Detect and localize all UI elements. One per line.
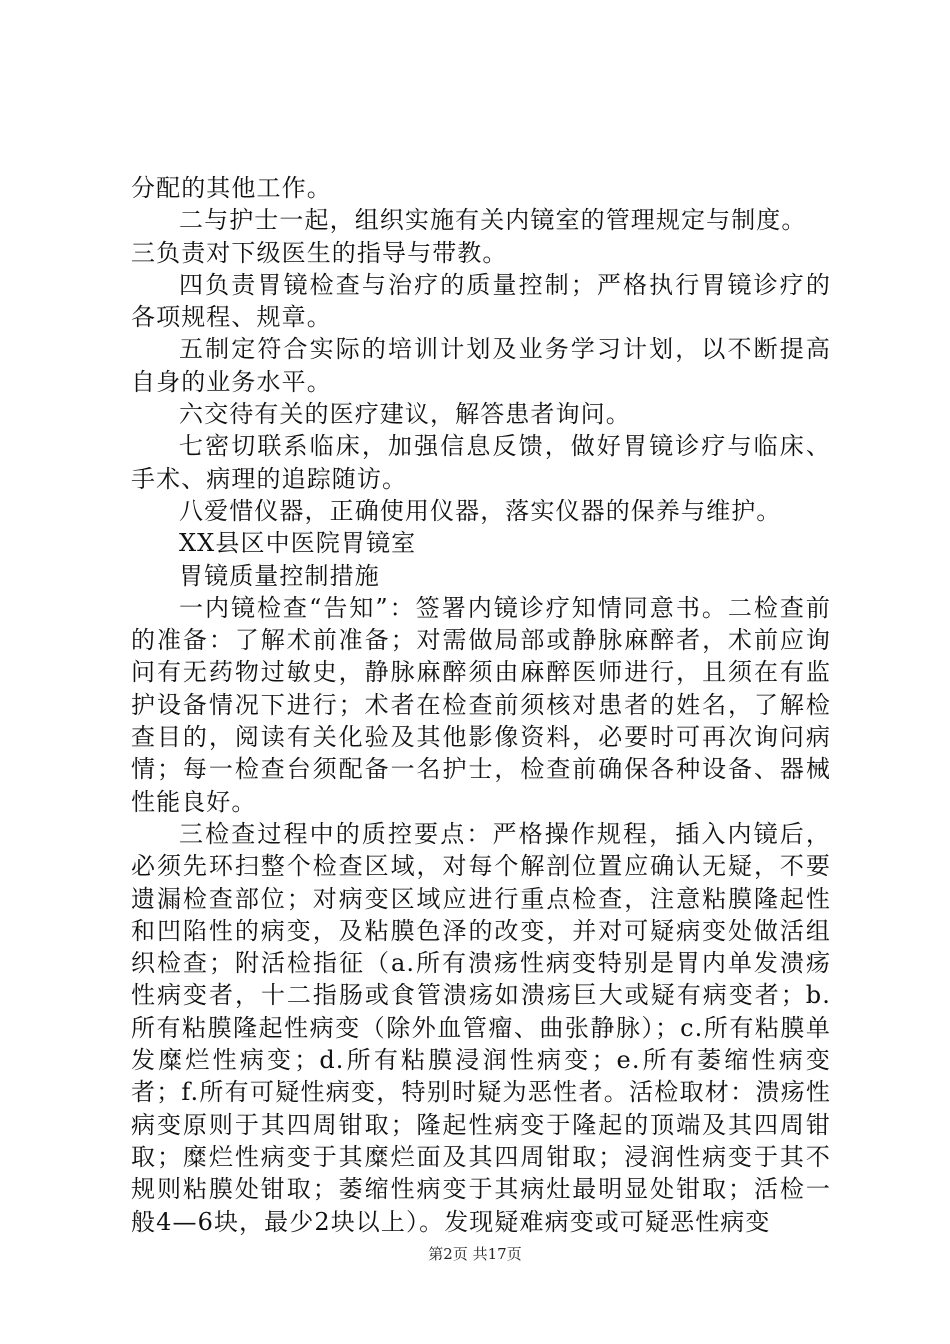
organization-name: XX县区中医院胃镜室 [179, 529, 417, 558]
paragraph: 二与护士一起，组织实施有关内镜室的管理规定与制度。 [179, 206, 807, 235]
page-number-footer: 第2页 共17页 [428, 1245, 522, 1263]
paragraph: 一内镜检查“告知”：签署内镜诊疗知情同意书。二检查前的准备：了解术前准备；对需做局部或静脉麻醉者，术前应询问有无药物过敏史，静脉麻醉须由麻醉医师进行，且须在有监护设备情况下进行；术者在检查前须核对患者的姓名，了解检查目的，阅读有关化验及其他影像资料，必要时可再次询问病情；每一检查台须配备一名护士，检查前确保各种设备、器械性能良好。 [131, 593, 831, 816]
paragraph: 八爱惜仪器，正确使用仪器，落实仪器的保养与维护。 [179, 496, 782, 525]
paragraph: 三负责对下级医生的指导与带教。 [131, 238, 508, 267]
paragraph: 七密切联系临床，加强信息反馈，做好胃镜诊疗与临床、手术、病理的追踪随访。 [131, 432, 831, 493]
paragraph: 五制定符合实际的培训计划及业务学习计划，以不断提高自身的业务水平。 [131, 335, 831, 396]
paragraph: 六交待有关的医疗建议，解答患者询问。 [179, 400, 631, 429]
paragraph: 四负责胃镜检查与治疗的质量控制；严格执行胃镜诊疗的各项规程、规章。 [131, 270, 831, 332]
paragraph: 三检查过程中的质控要点：严格操作规程，插入内镜后，必须先环扫整个检查区域，对每个解剖位置应确认无疑，不要遗漏检查部位；对病变区域应进行重点检查，注意粘膜隆起性和凹陷性的病变，及粘膜色泽的改变，并对可疑病变处做活组织检查；附活检指征（a.所有溃疡性病变特别是胃内单发溃疡性病变者，十二指肠或食管溃疡如溃疡巨大或疑有病变者；b.所有粘膜隆起性病变（除外血管瘤、曲张静脉）；c.所有粘膜单发糜烂性病变；d.所有粘膜浸润性病变；e.所有萎缩性病变者；f.所有可疑性病变，特别时疑为恶性者。活检取材：溃疡性病变原则于其四周钳取；隆起性病变于隆起的顶端及其四周钳取；糜烂性病变于其糜烂面及其四周钳取；浸润性病变于其不规则粘膜处钳取；萎缩性病变于其病灶最明显处钳取；活检一般4—6块，最少2块以上）。发现疑难病变或可疑恶性病变 [131, 819, 831, 1236]
section-heading: 胃镜质量控制措施 [179, 561, 380, 590]
document-body [131, 172, 831, 1238]
paragraph: 分配的其他工作。 [131, 174, 332, 202]
